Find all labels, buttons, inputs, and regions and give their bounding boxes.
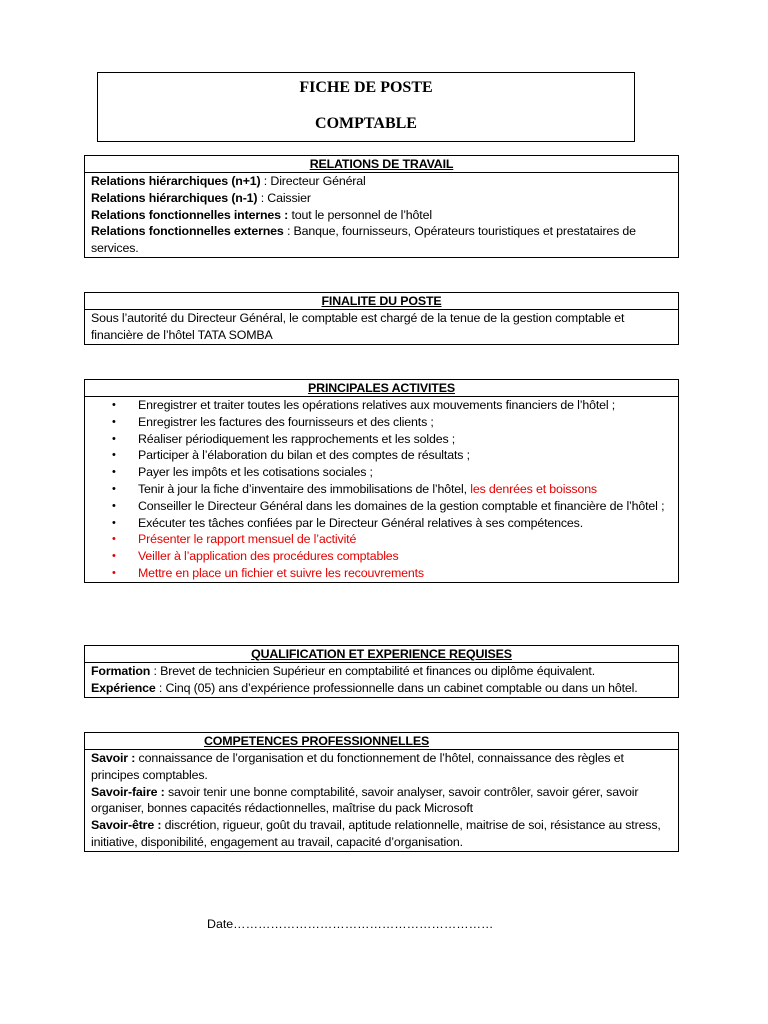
formation-line: Formation : Brevet de technicien Supérieur en comptabilité et finances ou diplôme équivalent. xyxy=(91,664,595,678)
relation-line: Relations fonctionnelles internes : tout le personnel de l’hôtel xyxy=(91,207,432,222)
document-title-box xyxy=(97,72,635,142)
experience-line: Expérience : Cinq (05) ans d’expérience professionnelle dans un cabinet comptable ou dans un hôtel. xyxy=(91,680,638,695)
list-item: • Exécuter tes tâches confiées par le Directeur Général relatives à ses compétences. xyxy=(112,515,583,530)
bullet-icon: • xyxy=(112,482,116,495)
activities-list xyxy=(85,397,678,582)
section-body xyxy=(85,663,678,697)
savoir-etre-line: Savoir-être : discrétion, rigueur, goût du travail, aptitude relationnelle, maitrise de soi, résistance au stress, initiative, disponibilité, engagement au travail, capacité d’organisation. xyxy=(91,818,661,849)
relation-line: Relations hiérarchiques (n-1) : Caissier xyxy=(91,190,311,205)
bullet-icon: • xyxy=(112,466,116,479)
list-item: • Participer à l’élaboration du bilan et des comptes de résultats ; xyxy=(112,448,470,463)
section-title: FINALITE DU POSTE xyxy=(85,293,678,310)
bullet-icon: • xyxy=(112,399,116,411)
bullet-icon: • xyxy=(112,432,116,445)
bullet-icon: • xyxy=(112,516,116,529)
bullet-icon: • xyxy=(112,415,116,428)
savoir-faire-line: Savoir-faire : savoir tenir une bonne comptabilité, savoir analyser, savoir contrôler, savoir gérer, savoir organiser, bonnes capacités rédactionnelles, maîtrise du pack Microsoft xyxy=(91,784,639,816)
list-item: • Enregistrer les factures des fournisseurs et des clients ; xyxy=(112,414,434,429)
bullet-icon: • xyxy=(112,499,116,512)
section-title: COMPETENCES PROFESSIONNELLES xyxy=(85,733,678,750)
list-item: • Tenir à jour la fiche d’inventaire des immobilisations de l’hôtel, les denrées et boissons xyxy=(112,481,597,496)
bullet-icon: • xyxy=(112,449,116,462)
section-title: PRINCIPALES ACTIVITES xyxy=(85,380,678,397)
section-body xyxy=(85,173,678,257)
section-finalite xyxy=(84,292,679,345)
highlight-text: les denrées et boissons xyxy=(470,481,597,496)
list-item: • Conseiller le Directeur Général dans les domaines de la gestion comptable et financière de l’hôtel ; xyxy=(112,498,665,513)
list-item-highlight: • Présenter le rapport mensuel de l’activité xyxy=(112,532,357,547)
date-field: Date……………………………………………………… xyxy=(207,917,494,931)
relation-line: Relations fonctionnelles externes : Banque, fournisseurs, Opérateurs touristiques et prestataires de services. xyxy=(91,224,636,256)
list-item: • Réaliser périodiquement les rapprochements et les soldes ; xyxy=(112,431,456,446)
section-qualification xyxy=(84,645,679,698)
document-title: FICHE DE POSTE xyxy=(299,79,433,96)
section-body xyxy=(85,750,678,851)
section-relations xyxy=(84,155,679,258)
finalite-text: Sous l’autorité du Directeur Général, le comptable est chargé de la tenue de la gestion comptable et financière de l’hôtel TATA SOMBA xyxy=(91,311,625,342)
section-activites xyxy=(84,379,679,583)
job-title: COMPTABLE xyxy=(315,115,417,132)
section-competences xyxy=(84,732,679,852)
relation-line: Relations hiérarchiques (n+1) : Directeur Général xyxy=(91,174,366,188)
bullet-icon: • xyxy=(112,566,116,579)
section-title: RELATIONS DE TRAVAIL xyxy=(85,156,678,173)
list-item-highlight: • Veiller à l’application des procédures comptables xyxy=(112,549,399,564)
bullet-icon: • xyxy=(112,533,116,546)
list-item-highlight: • Mettre en place un fichier et suivre les recouvrements xyxy=(112,565,424,580)
section-title: QUALIFICATION ET EXPERIENCE REQUISES xyxy=(85,646,678,663)
savoir-line: Savoir : connaissance de l’organisation et du fonctionnement de l’hôtel, connaissance des règles et principes comptables. xyxy=(91,751,624,782)
list-item: • Enregistrer et traiter toutes les opérations relatives aux mouvements financiers de l’hôtel ; xyxy=(112,398,616,412)
list-item: • Payer les impôts et les cotisations sociales ; xyxy=(112,465,373,480)
bullet-icon: • xyxy=(112,550,116,563)
